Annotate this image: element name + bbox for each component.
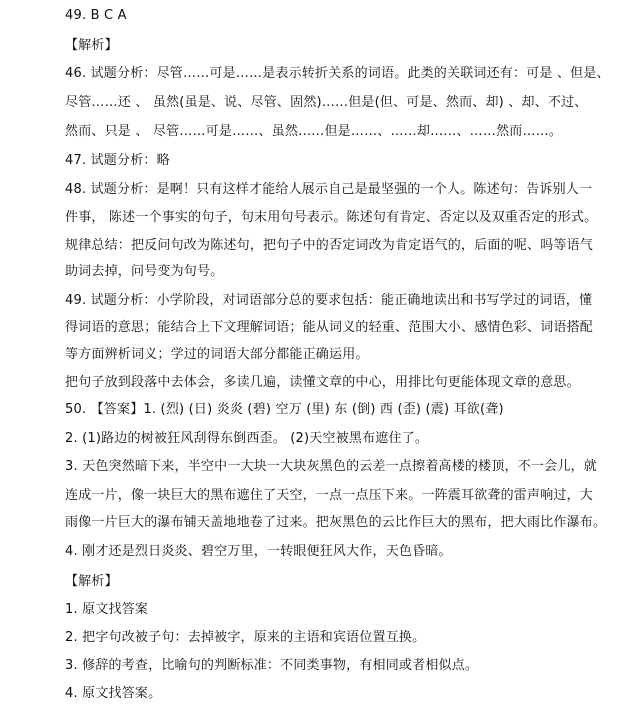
text-line: 得词语的意思；能结合上下文理解词语；能从词义的轻重、范围大小、感情色彩、词语搭配 [65,320,594,335]
text-line: 连成一片，像一块巨大的黑布遮住了天空，一点一点压下来。一阵震耳欲聋的雷声响过，大 [65,488,594,503]
text-line: 3. 天色突然暗下来，半空中一大块一大块灰黑色的云差一点擦着高楼的楼顶，不一会儿，就 [65,459,597,474]
analysis-heading: 【解析】 [65,38,118,53]
text-line: 助词去掉，问号变为句号。 [65,264,224,279]
analysis-heading: 【解析】 [65,574,118,589]
text-line: 49. 试题分析：小学阶段，对词语部分总的要求包括：能正确地读出和书写学过的词语，懂 [65,293,593,308]
text-line: 2. 把字句改被子句：去掉被字，原来的主语和宾语位置互换。 [65,630,426,645]
text-line: 48. 试题分析：是啊！只有这样才能给人展示自己是最坚强的一个人。陈述句：告诉别人一 [65,182,593,197]
text-line: 4. 原文找答案。 [65,686,162,701]
text-line: 46. 试题分析：尽管……可是……是表示转折关系的词语。此类的关联词还有：可是 、但是、 [65,66,610,81]
text-line: 47. 试题分析：略 [65,153,170,168]
text-line: 然而、只是 、 尽管……可是……、虽然……但是……、……却……、……然而……。 [65,124,563,139]
text-line: 2. (1)路边的树被狂风刮得东倒西歪。 (2)天空被黑布遮住了。 [65,431,429,446]
answer-line-50: 50. 【答案】1. (烈) (日) 炎炎 (碧) 空万 (里) 东 (倒) 西 (歪) (震) 耳欲(聋) [65,402,504,417]
text-line: 4. 刚才还是烈日炎炎、碧空万里，一转眼便狂风大作，天色昏暗。 [65,544,452,559]
text-line: 1. 原文找答案 [65,602,149,617]
text-line: 尽管……还 、 虽然(虽是、说、尽管、固然)……但是(但、可是、然而、却) 、却、不过、 [65,95,588,110]
text-line: 3. 修辞的考查，比喻句的判断标准：不同类事物，有相同或者相似点。 [65,658,479,673]
text-line: 雨像一片巨大的瀑布铺天盖地地卷了过来。把灰黑色的云比作巨大的黑布，把大雨比作瀑布。 [65,515,607,530]
text-line: 把句子放到段落中去体会，多读几遍，读懂文章的中心，用排比句更能体现文章的意思。 [65,375,580,390]
answer-line-49-choices: 49. B C A [65,8,127,23]
text-line: 等方面辨析词义；学过的词语大部分都能正确运用。 [65,347,369,362]
text-line: 件事， 陈述一个事实的句子，句末用句号表示。陈述句有肯定、否定以及双重否定的形式。 [65,210,598,225]
text-line: 规律总结：把反问句改为陈述句，把句子中的否定词改为肯定语气的，后面的呢、吗等语气 [65,238,594,253]
